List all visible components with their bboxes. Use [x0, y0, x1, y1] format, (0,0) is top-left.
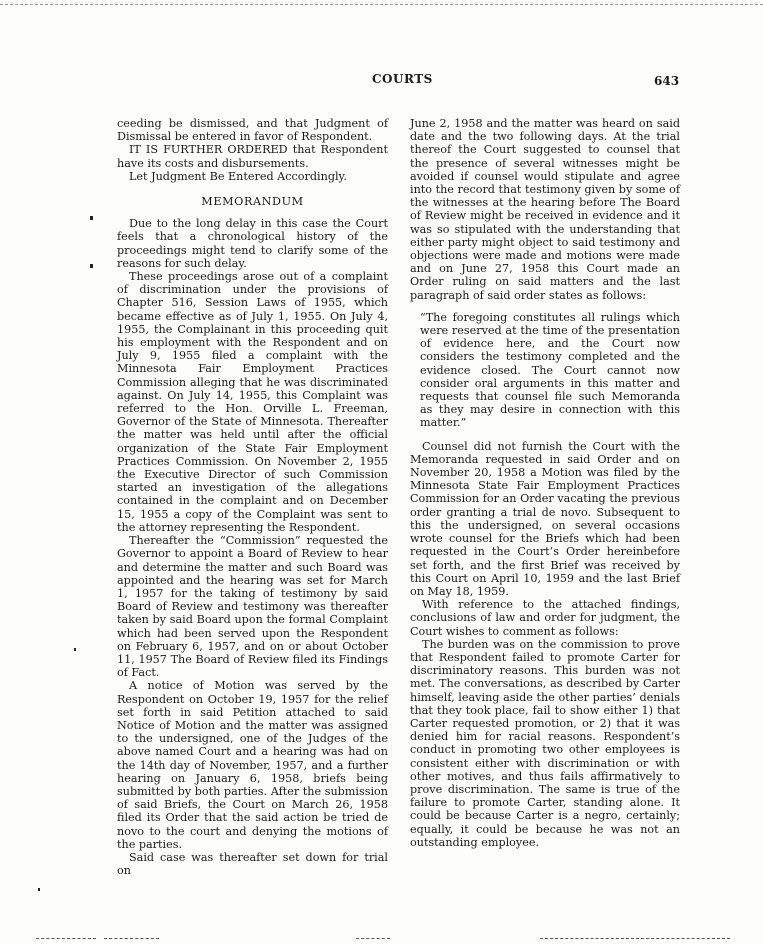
- paragraph: June 2, 1958 and the matter was heard on said date and the two following days. At the trial thereof the Court suggested to counsel that the presence of several witnesses might be avoided if counsel would stipulate and agree into the record that testimony given by some of the witnesses at the hearing before The Board of Review might be received in evidence and it was so stipulated with the understanding that either party might object to said testimony and objections were made and motions were made and on June 27, 1958 this Court made an Order ruling on said matters and the last paragraph of said order states as follows:: [410, 117, 680, 302]
- top-dashed-border: [0, 4, 763, 5]
- right-column: [410, 117, 680, 849]
- paragraph: IT IS FURTHER ORDERED that Respondent have its costs and disbursements.: [117, 143, 388, 170]
- bottom-scan-line: [356, 938, 390, 939]
- order-quote: “The foregoing constitutes all rulings which were reserved at the time of the presentation of evidence here, and the Court now considers the testimony completed and the evidence closed. The Court cannot now consider oral arguments in this matter and requests that counsel file such Memoranda as they may desire in connection with this matter.”: [420, 310, 680, 430]
- paragraph: ceeding be dismissed, and that Judgment of Dismissal be entered in favor of Respondent.: [117, 117, 388, 144]
- paragraph: Thereafter the “Commission” requested the Governor to appoint a Board of Review to hear and determine the matter and such Board was appointed and the hearing was set for March 1, 1957 for the taking of testimony by said Board of Review and testimony was thereafter taken by said Board upon the formal Complaint which had been served upon the Respondent on February 6, 1957, and on or about October 11, 1957 The Board of Review filed its Findings of Fact.: [117, 534, 388, 680]
- paragraph: With reference to the attached findings, conclusions of law and order for judgment, the Court wishes to comment as follows:: [410, 598, 680, 638]
- paragraph: A notice of Motion was served by the Respondent on October 19, 1957 for the relief set forth in said Petition attached to said Notice of Motion and the matter was assigned to the undersigned, one of the Judges of the above named Court and a hearing was had on the 14th day of November, 1957, and a further hearing on January 6, 1958, briefs being submitted by both parties. After the submission of said Briefs, the Court on March 26, 1958 filed its Order that the said action be tried de novo to the court and denying the motions of the parties.: [117, 679, 388, 851]
- bottom-scan-line: [36, 938, 96, 939]
- bottom-scan-line: [104, 938, 159, 939]
- paragraph: The burden was on the commission to prove that Respondent failed to promote Carter for discriminatory reasons. This burden was not met. The conversations, as described by Carter himself, leaving aside the other parties’ denials that they took place, fail to show either 1) that Carter requested promotion, or 2) that it was denied him for racial reasons. Respondent’s conduct in promoting two other employees is consistent either with discrimination or with other motives, and thus fails affirmatively to prove discrimination. The same is true of the failure to promote Carter, standing alone. It could be because Carter is a negro, certainly; equally, it could be because he was not an outstanding employee.: [410, 637, 680, 849]
- scan-speck: [38, 888, 40, 891]
- page-number: 643: [654, 74, 680, 88]
- paragraph: These proceedings arose out of a complaint of discrimination under the provisions of Chapter 516, Session Laws of 1955, which became effective as of July 1, 1955. On July 4, 1955, the Complainant in this proceeding quit his employment with the Respondent and on July 9, 1955 filed a complaint with the Minnesota Fair Employment Practices Commission alleging that he was discriminated against. On July 14, 1955, this Complaint was referred to the Hon. Orville L. Freeman, Governor of the State of Minnesota. Thereafter the matter was held until after the official organization of the State Fair Employment Practices Commission. On November 2, 1955 the Executive Director of such Commission started an investigation of the allegations contained in the complaint and on December 15, 1955 a copy of the Complaint was sent to the attorney representing the Respondent.: [117, 270, 388, 534]
- running-title: COURTS: [372, 72, 433, 86]
- scan-speck: [74, 648, 76, 651]
- paragraph: Due to the long delay in this case the Court feels that a chronological history of the proceedings might tend to clarify some of the reasons for such delay.: [117, 217, 388, 270]
- left-column: [117, 117, 388, 877]
- memorandum-heading: MEMORANDUM: [201, 195, 304, 209]
- scan-speck: [90, 216, 93, 220]
- paragraph: Let Judgment Be Entered Accordingly.: [129, 169, 347, 183]
- scan-speck: [90, 264, 93, 268]
- bottom-scan-line: [540, 938, 730, 939]
- paragraph: Counsel did not furnish the Court with the Memoranda requested in said Order and on November 20, 1958 a Motion was filed by the Minnesota State Fair Employment Practices Commission for an Order vacating the previous order granting a trial de novo. Subsequent to this the undersigned, on several occasions wrote counsel for the Briefs which had been requested in the Court’s Order hereinbefore set forth, and the first Brief was received by this Court on April 10, 1959 and the last Brief on May 18, 1959.: [410, 439, 680, 598]
- paragraph: Said case was thereafter set down for trial on: [117, 850, 388, 878]
